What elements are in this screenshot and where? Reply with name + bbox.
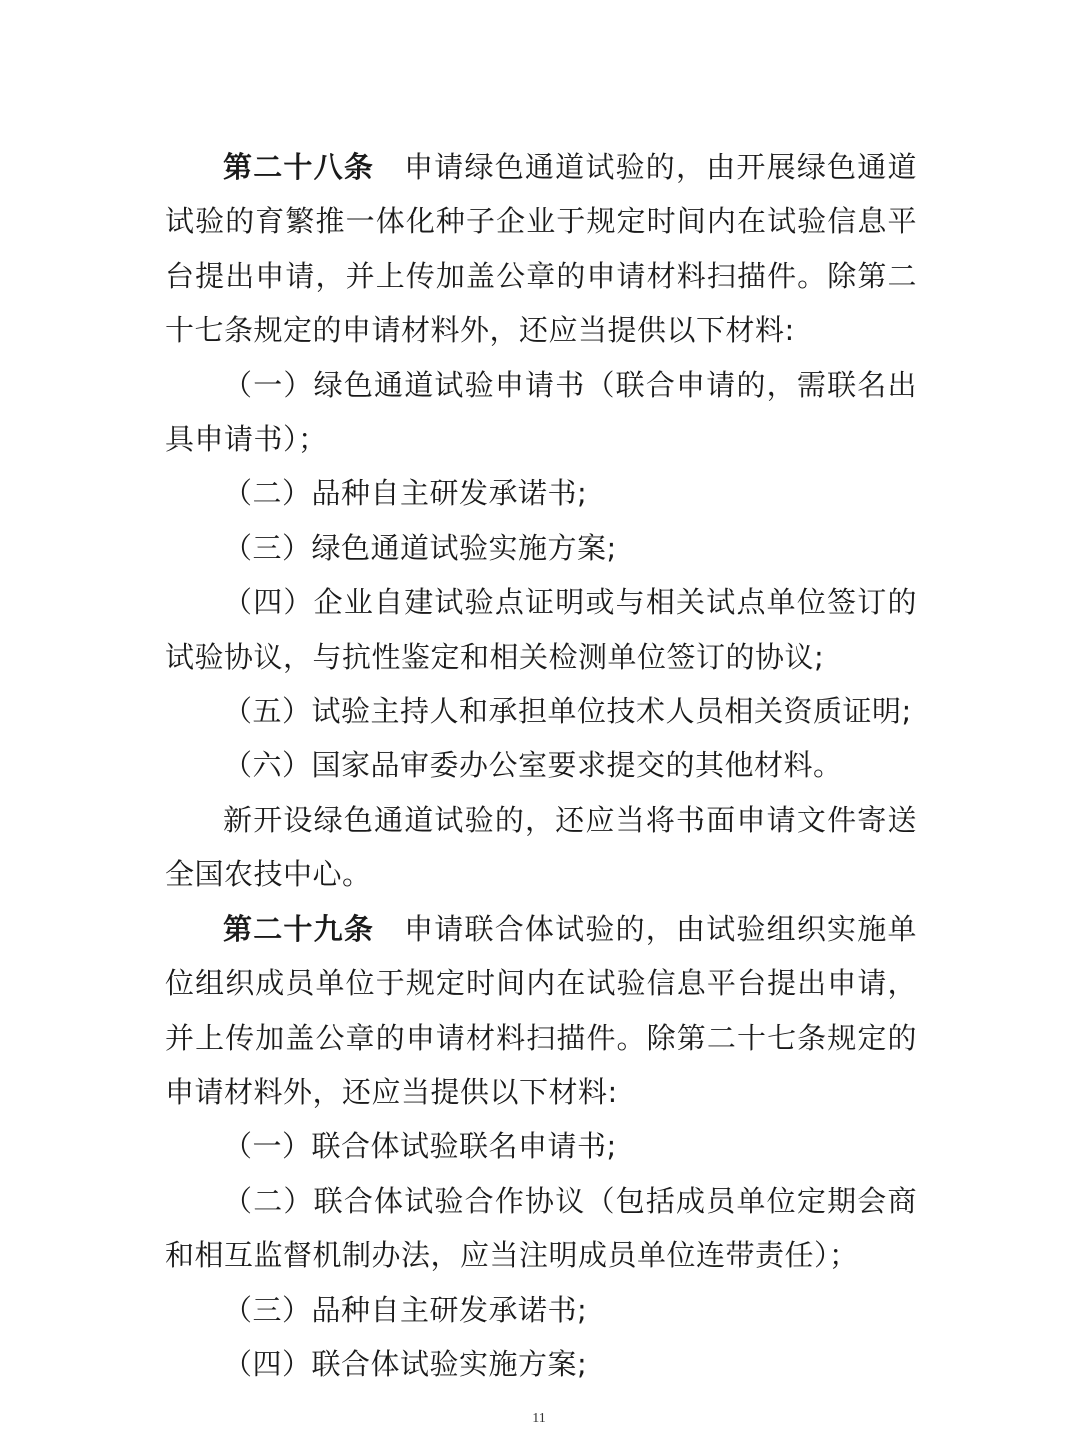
article-28-item-5: （五）试验主持人和承担单位技术人员相关资质证明; — [223, 694, 912, 729]
article-28-item-4: （四）企业自建试验点证明或与相关试点单位签订的试验协议，与抗性鉴定和相关检测单位签订的协议; — [165, 585, 917, 674]
article-29-item-4: （四）联合体试验实施方案; — [223, 1346, 588, 1381]
article-28-item-6: （六）国家品审委办公室要求提交的其他材料。 — [223, 748, 843, 783]
article-28-item-1: （一）绿色通道试验申请书（联合申请的，需联名出具申请书）； — [165, 367, 917, 457]
document-body — [165, 140, 917, 1391]
article-28-intro — [165, 140, 917, 358]
article-28-closing: 新开设绿色通道试验的，还应当将书面申请文件寄送全国农技中心。 — [165, 802, 917, 892]
article-28-item-3: （三）绿色通道试验实施方案; — [223, 530, 617, 565]
article-29-item-1: （一）联合体试验联名申请书; — [223, 1129, 617, 1164]
page-number: 11 — [532, 1411, 546, 1426]
article-29-item-3: （三）品种自主研发承诺书; — [223, 1292, 588, 1327]
article-28-item-2: （二）品种自主研发承诺书; — [223, 476, 588, 511]
article-29-intro — [165, 902, 917, 1120]
article-29-intro-text: 申请联合体试验的，由试验组织实施单位组织成员单位于规定时间内在试验信息平台提出申请，并上传加盖公章的申请材料扫描件。除第二十七条规定的申请材料外，还应当提供以下材料: — [165, 911, 917, 1109]
article-28-intro-text: 申请绿色通道试验的，由开展绿色通道试验的育繁推一体化种子企业于规定时间内在试验信息平台提出申请，并上传加盖公章的申请材料扫描件。除第二十七条规定的申请材料外，还应当提供以下材料: — [165, 150, 917, 348]
article-29-item-2: （二）联合体试验合作协议（包括成员单位定期会商和相互监督机制办法，应当注明成员单位连带责任）； — [165, 1183, 917, 1273]
article-29-title: 第二十九条 — [223, 911, 375, 946]
article-28-title: 第二十八条 — [223, 150, 375, 184]
